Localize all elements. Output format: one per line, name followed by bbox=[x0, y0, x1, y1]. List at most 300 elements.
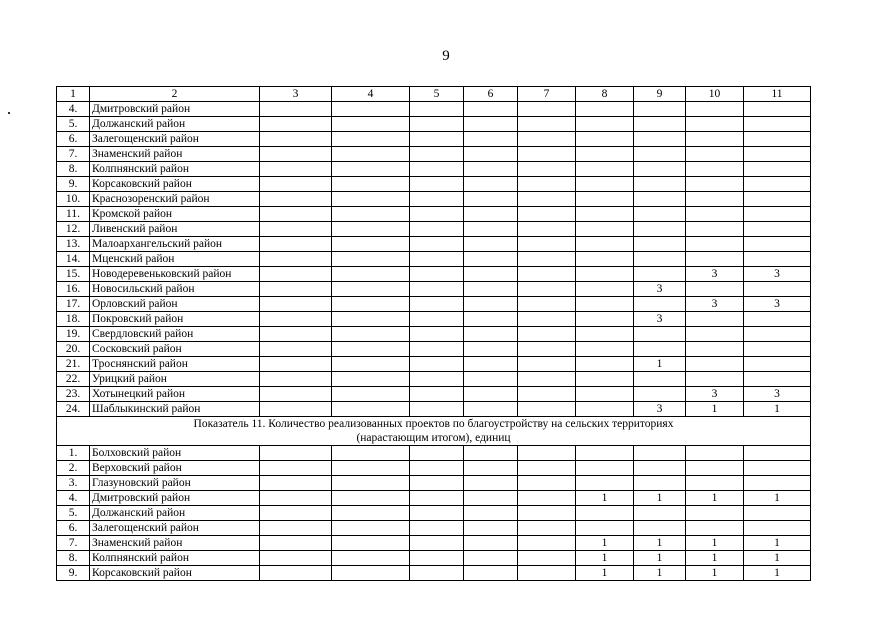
column-header: 7 bbox=[518, 87, 576, 102]
value-cell bbox=[464, 551, 518, 566]
value-cell bbox=[744, 162, 811, 177]
value-cell: 3 bbox=[686, 387, 744, 402]
value-cell bbox=[686, 446, 744, 461]
value-cell bbox=[332, 387, 410, 402]
table-row bbox=[57, 566, 811, 581]
value-cell bbox=[634, 222, 686, 237]
value-cell bbox=[576, 357, 634, 372]
value-cell bbox=[260, 177, 332, 192]
value-cell bbox=[634, 147, 686, 162]
value-cell bbox=[260, 506, 332, 521]
district-name: Малоархангельский район bbox=[90, 237, 260, 252]
value-cell: 1 bbox=[686, 402, 744, 417]
row-number: 20. bbox=[57, 342, 90, 357]
value-cell bbox=[518, 387, 576, 402]
value-cell bbox=[410, 327, 464, 342]
value-cell bbox=[260, 207, 332, 222]
value-cell bbox=[686, 192, 744, 207]
value-cell bbox=[518, 252, 576, 267]
value-cell bbox=[260, 536, 332, 551]
value-cell bbox=[332, 132, 410, 147]
row-number: 2. bbox=[57, 461, 90, 476]
value-cell bbox=[332, 566, 410, 581]
value-cell bbox=[332, 342, 410, 357]
value-cell bbox=[464, 566, 518, 581]
value-cell bbox=[332, 117, 410, 132]
table-row bbox=[57, 461, 811, 476]
value-cell: 1 bbox=[686, 536, 744, 551]
table-row bbox=[57, 282, 811, 297]
value-cell bbox=[410, 521, 464, 536]
value-cell bbox=[410, 207, 464, 222]
value-cell bbox=[634, 192, 686, 207]
value-cell bbox=[686, 506, 744, 521]
value-cell bbox=[332, 177, 410, 192]
row-number: 7. bbox=[57, 536, 90, 551]
value-cell bbox=[518, 566, 576, 581]
value-cell bbox=[410, 402, 464, 417]
row-number: 9. bbox=[57, 566, 90, 581]
value-cell bbox=[332, 282, 410, 297]
value-cell bbox=[332, 222, 410, 237]
district-name: Дмитровский район bbox=[90, 102, 260, 117]
value-cell bbox=[576, 372, 634, 387]
district-name: Краснозоренский район bbox=[90, 192, 260, 207]
value-cell bbox=[332, 192, 410, 207]
value-cell bbox=[686, 476, 744, 491]
table-row bbox=[57, 207, 811, 222]
value-cell bbox=[464, 267, 518, 282]
value-cell bbox=[464, 536, 518, 551]
value-cell bbox=[464, 491, 518, 506]
value-cell bbox=[576, 461, 634, 476]
value-cell bbox=[576, 282, 634, 297]
section-title bbox=[57, 417, 811, 446]
value-cell bbox=[634, 476, 686, 491]
value-cell bbox=[332, 372, 410, 387]
value-cell bbox=[410, 102, 464, 117]
value-cell bbox=[518, 267, 576, 282]
header-row bbox=[57, 87, 811, 102]
row-number: 10. bbox=[57, 192, 90, 207]
value-cell bbox=[518, 132, 576, 147]
value-cell bbox=[260, 117, 332, 132]
table-row bbox=[57, 312, 811, 327]
value-cell: 1 bbox=[576, 491, 634, 506]
value-cell bbox=[410, 192, 464, 207]
value-cell bbox=[332, 402, 410, 417]
value-cell bbox=[518, 476, 576, 491]
district-name: Хотынецкий район bbox=[90, 387, 260, 402]
value-cell bbox=[260, 222, 332, 237]
value-cell bbox=[332, 521, 410, 536]
row-number: 4. bbox=[57, 491, 90, 506]
value-cell bbox=[410, 252, 464, 267]
table-row bbox=[57, 551, 811, 566]
value-cell bbox=[332, 536, 410, 551]
row-number: 22. bbox=[57, 372, 90, 387]
row-number: 4. bbox=[57, 102, 90, 117]
value-cell bbox=[576, 327, 634, 342]
row-number: 3. bbox=[57, 476, 90, 491]
value-cell: 1 bbox=[686, 491, 744, 506]
value-cell bbox=[686, 461, 744, 476]
value-cell bbox=[260, 461, 332, 476]
value-cell bbox=[464, 446, 518, 461]
value-cell bbox=[576, 506, 634, 521]
value-cell: 1 bbox=[744, 551, 811, 566]
value-cell bbox=[744, 461, 811, 476]
value-cell bbox=[686, 521, 744, 536]
value-cell bbox=[260, 162, 332, 177]
value-cell bbox=[464, 102, 518, 117]
value-cell: 1 bbox=[634, 566, 686, 581]
value-cell bbox=[634, 207, 686, 222]
value-cell bbox=[410, 267, 464, 282]
value-cell bbox=[518, 177, 576, 192]
value-cell bbox=[410, 312, 464, 327]
district-name: Мценский район bbox=[90, 252, 260, 267]
value-cell bbox=[686, 237, 744, 252]
value-cell bbox=[744, 446, 811, 461]
value-cell bbox=[260, 387, 332, 402]
value-cell bbox=[410, 162, 464, 177]
value-cell bbox=[464, 117, 518, 132]
value-cell bbox=[518, 162, 576, 177]
value-cell bbox=[260, 192, 332, 207]
value-cell bbox=[332, 446, 410, 461]
row-number: 5. bbox=[57, 117, 90, 132]
value-cell bbox=[410, 387, 464, 402]
row-number: 8. bbox=[57, 551, 90, 566]
value-cell bbox=[634, 237, 686, 252]
value-cell bbox=[686, 207, 744, 222]
value-cell bbox=[518, 102, 576, 117]
district-name: Ливенский район bbox=[90, 222, 260, 237]
table-row bbox=[57, 536, 811, 551]
value-cell bbox=[744, 147, 811, 162]
value-cell bbox=[634, 327, 686, 342]
value-cell bbox=[260, 132, 332, 147]
row-number: 24. bbox=[57, 402, 90, 417]
value-cell bbox=[332, 312, 410, 327]
value-cell: 1 bbox=[744, 536, 811, 551]
district-name: Сосковский район bbox=[90, 342, 260, 357]
value-cell bbox=[332, 162, 410, 177]
value-cell bbox=[464, 177, 518, 192]
table-row bbox=[57, 252, 811, 267]
district-name: Верховский район bbox=[90, 461, 260, 476]
value-cell bbox=[464, 506, 518, 521]
district-name: Глазуновский район bbox=[90, 476, 260, 491]
table-row bbox=[57, 387, 811, 402]
value-cell bbox=[686, 372, 744, 387]
value-cell bbox=[410, 237, 464, 252]
column-header: 2 bbox=[90, 87, 260, 102]
value-cell bbox=[332, 237, 410, 252]
value-cell: 3 bbox=[634, 402, 686, 417]
value-cell bbox=[744, 252, 811, 267]
value-cell bbox=[464, 342, 518, 357]
value-cell: 3 bbox=[744, 267, 811, 282]
value-cell bbox=[576, 192, 634, 207]
value-cell bbox=[744, 222, 811, 237]
value-cell bbox=[410, 117, 464, 132]
value-cell: 3 bbox=[686, 267, 744, 282]
value-cell bbox=[744, 117, 811, 132]
value-cell bbox=[410, 357, 464, 372]
value-cell bbox=[332, 461, 410, 476]
table-row bbox=[57, 342, 811, 357]
value-cell bbox=[464, 207, 518, 222]
value-cell: 1 bbox=[634, 491, 686, 506]
value-cell bbox=[634, 446, 686, 461]
value-cell: 1 bbox=[576, 566, 634, 581]
value-cell bbox=[634, 177, 686, 192]
value-cell bbox=[686, 102, 744, 117]
value-cell bbox=[410, 446, 464, 461]
value-cell bbox=[260, 342, 332, 357]
value-cell bbox=[410, 566, 464, 581]
value-cell bbox=[518, 536, 576, 551]
value-cell bbox=[410, 282, 464, 297]
value-cell bbox=[686, 222, 744, 237]
value-cell: 1 bbox=[634, 357, 686, 372]
value-cell bbox=[260, 551, 332, 566]
value-cell bbox=[332, 551, 410, 566]
row-number: 18. bbox=[57, 312, 90, 327]
value-cell bbox=[634, 342, 686, 357]
value-cell bbox=[576, 102, 634, 117]
value-cell: 3 bbox=[634, 282, 686, 297]
value-cell bbox=[744, 506, 811, 521]
district-name: Колпнянский район bbox=[90, 162, 260, 177]
table-row bbox=[57, 102, 811, 117]
value-cell bbox=[518, 282, 576, 297]
value-cell bbox=[518, 491, 576, 506]
value-cell bbox=[464, 312, 518, 327]
value-cell bbox=[464, 237, 518, 252]
value-cell: 1 bbox=[576, 551, 634, 566]
value-cell bbox=[464, 387, 518, 402]
value-cell bbox=[686, 357, 744, 372]
value-cell: 1 bbox=[686, 551, 744, 566]
value-cell bbox=[634, 267, 686, 282]
table-row bbox=[57, 521, 811, 536]
value-cell bbox=[332, 491, 410, 506]
value-cell bbox=[260, 252, 332, 267]
value-cell bbox=[686, 147, 744, 162]
value-cell bbox=[518, 222, 576, 237]
value-cell: 1 bbox=[576, 536, 634, 551]
value-cell bbox=[332, 207, 410, 222]
table-row bbox=[57, 402, 811, 417]
value-cell bbox=[332, 506, 410, 521]
value-cell bbox=[576, 402, 634, 417]
row-number: 6. bbox=[57, 521, 90, 536]
value-cell bbox=[634, 117, 686, 132]
value-cell bbox=[686, 282, 744, 297]
value-cell bbox=[464, 147, 518, 162]
district-name: Троснянский район bbox=[90, 357, 260, 372]
district-name: Кромской район bbox=[90, 207, 260, 222]
section-row bbox=[57, 417, 811, 446]
district-name: Новодеревеньковский район bbox=[90, 267, 260, 282]
value-cell bbox=[576, 162, 634, 177]
value-cell bbox=[576, 237, 634, 252]
value-cell: 3 bbox=[686, 297, 744, 312]
row-number: 13. bbox=[57, 237, 90, 252]
value-cell bbox=[686, 327, 744, 342]
value-cell bbox=[634, 506, 686, 521]
value-cell bbox=[518, 372, 576, 387]
value-cell: 3 bbox=[634, 312, 686, 327]
value-cell bbox=[260, 102, 332, 117]
value-cell bbox=[576, 132, 634, 147]
value-cell bbox=[518, 402, 576, 417]
value-cell bbox=[744, 327, 811, 342]
value-cell bbox=[634, 252, 686, 267]
value-cell bbox=[518, 192, 576, 207]
value-cell bbox=[518, 147, 576, 162]
column-header: 4 bbox=[332, 87, 410, 102]
value-cell bbox=[260, 327, 332, 342]
value-cell bbox=[260, 521, 332, 536]
value-cell bbox=[576, 267, 634, 282]
value-cell bbox=[260, 566, 332, 581]
table-row bbox=[57, 117, 811, 132]
value-cell bbox=[744, 372, 811, 387]
value-cell bbox=[260, 312, 332, 327]
value-cell bbox=[634, 372, 686, 387]
table-row bbox=[57, 192, 811, 207]
value-cell bbox=[634, 461, 686, 476]
table-row bbox=[57, 297, 811, 312]
table-row bbox=[57, 476, 811, 491]
value-cell bbox=[260, 446, 332, 461]
value-cell bbox=[464, 192, 518, 207]
value-cell bbox=[518, 551, 576, 566]
value-cell bbox=[576, 117, 634, 132]
value-cell bbox=[744, 282, 811, 297]
scan-mark bbox=[8, 112, 10, 114]
table-row bbox=[57, 162, 811, 177]
value-cell bbox=[518, 506, 576, 521]
value-cell bbox=[744, 342, 811, 357]
value-cell bbox=[744, 132, 811, 147]
table-row bbox=[57, 506, 811, 521]
value-cell bbox=[634, 521, 686, 536]
value-cell bbox=[260, 147, 332, 162]
row-number: 8. bbox=[57, 162, 90, 177]
value-cell bbox=[332, 147, 410, 162]
row-number: 1. bbox=[57, 446, 90, 461]
value-cell: 1 bbox=[634, 536, 686, 551]
table-row bbox=[57, 222, 811, 237]
value-cell bbox=[518, 342, 576, 357]
value-cell bbox=[576, 521, 634, 536]
district-name: Знаменский район bbox=[90, 536, 260, 551]
data-table bbox=[56, 86, 811, 581]
value-cell bbox=[576, 207, 634, 222]
row-number: 23. bbox=[57, 387, 90, 402]
table-row bbox=[57, 446, 811, 461]
row-number: 12. bbox=[57, 222, 90, 237]
district-name: Должанский район bbox=[90, 506, 260, 521]
table-row bbox=[57, 372, 811, 387]
value-cell bbox=[744, 521, 811, 536]
value-cell bbox=[576, 387, 634, 402]
column-header: 11 bbox=[744, 87, 811, 102]
column-header: 5 bbox=[410, 87, 464, 102]
value-cell: 3 bbox=[744, 387, 811, 402]
value-cell: 1 bbox=[744, 491, 811, 506]
value-cell bbox=[332, 476, 410, 491]
value-cell bbox=[576, 177, 634, 192]
value-cell bbox=[518, 327, 576, 342]
district-name: Корсаковский район bbox=[90, 566, 260, 581]
value-cell bbox=[410, 551, 464, 566]
value-cell bbox=[260, 237, 332, 252]
value-cell bbox=[260, 282, 332, 297]
district-name: Колпнянский район bbox=[90, 551, 260, 566]
row-number: 19. bbox=[57, 327, 90, 342]
value-cell bbox=[464, 402, 518, 417]
value-cell bbox=[744, 192, 811, 207]
value-cell bbox=[634, 132, 686, 147]
value-cell bbox=[410, 476, 464, 491]
value-cell bbox=[260, 357, 332, 372]
district-name: Урицкий район bbox=[90, 372, 260, 387]
value-cell bbox=[410, 222, 464, 237]
value-cell bbox=[410, 132, 464, 147]
value-cell bbox=[410, 491, 464, 506]
table-row bbox=[57, 132, 811, 147]
district-name: Корсаковский район bbox=[90, 177, 260, 192]
value-cell bbox=[464, 162, 518, 177]
row-number: 9. bbox=[57, 177, 90, 192]
column-header: 9 bbox=[634, 87, 686, 102]
page-number: 9 bbox=[442, 48, 450, 64]
value-cell bbox=[634, 297, 686, 312]
value-cell bbox=[332, 297, 410, 312]
value-cell bbox=[260, 476, 332, 491]
value-cell bbox=[464, 132, 518, 147]
district-name: Залегощенский район bbox=[90, 132, 260, 147]
value-cell bbox=[464, 372, 518, 387]
row-number: 15. bbox=[57, 267, 90, 282]
table-row bbox=[57, 327, 811, 342]
value-cell bbox=[332, 267, 410, 282]
value-cell bbox=[576, 147, 634, 162]
value-cell bbox=[332, 327, 410, 342]
value-cell bbox=[260, 491, 332, 506]
value-cell bbox=[518, 312, 576, 327]
value-cell bbox=[410, 297, 464, 312]
value-cell bbox=[634, 162, 686, 177]
value-cell bbox=[260, 267, 332, 282]
column-header: 3 bbox=[260, 87, 332, 102]
district-name: Новосильский район bbox=[90, 282, 260, 297]
value-cell bbox=[518, 521, 576, 536]
value-cell bbox=[464, 461, 518, 476]
district-name: Дмитровский район bbox=[90, 491, 260, 506]
value-cell: 3 bbox=[744, 297, 811, 312]
value-cell bbox=[744, 312, 811, 327]
column-header: 6 bbox=[464, 87, 518, 102]
value-cell bbox=[686, 117, 744, 132]
value-cell bbox=[576, 476, 634, 491]
